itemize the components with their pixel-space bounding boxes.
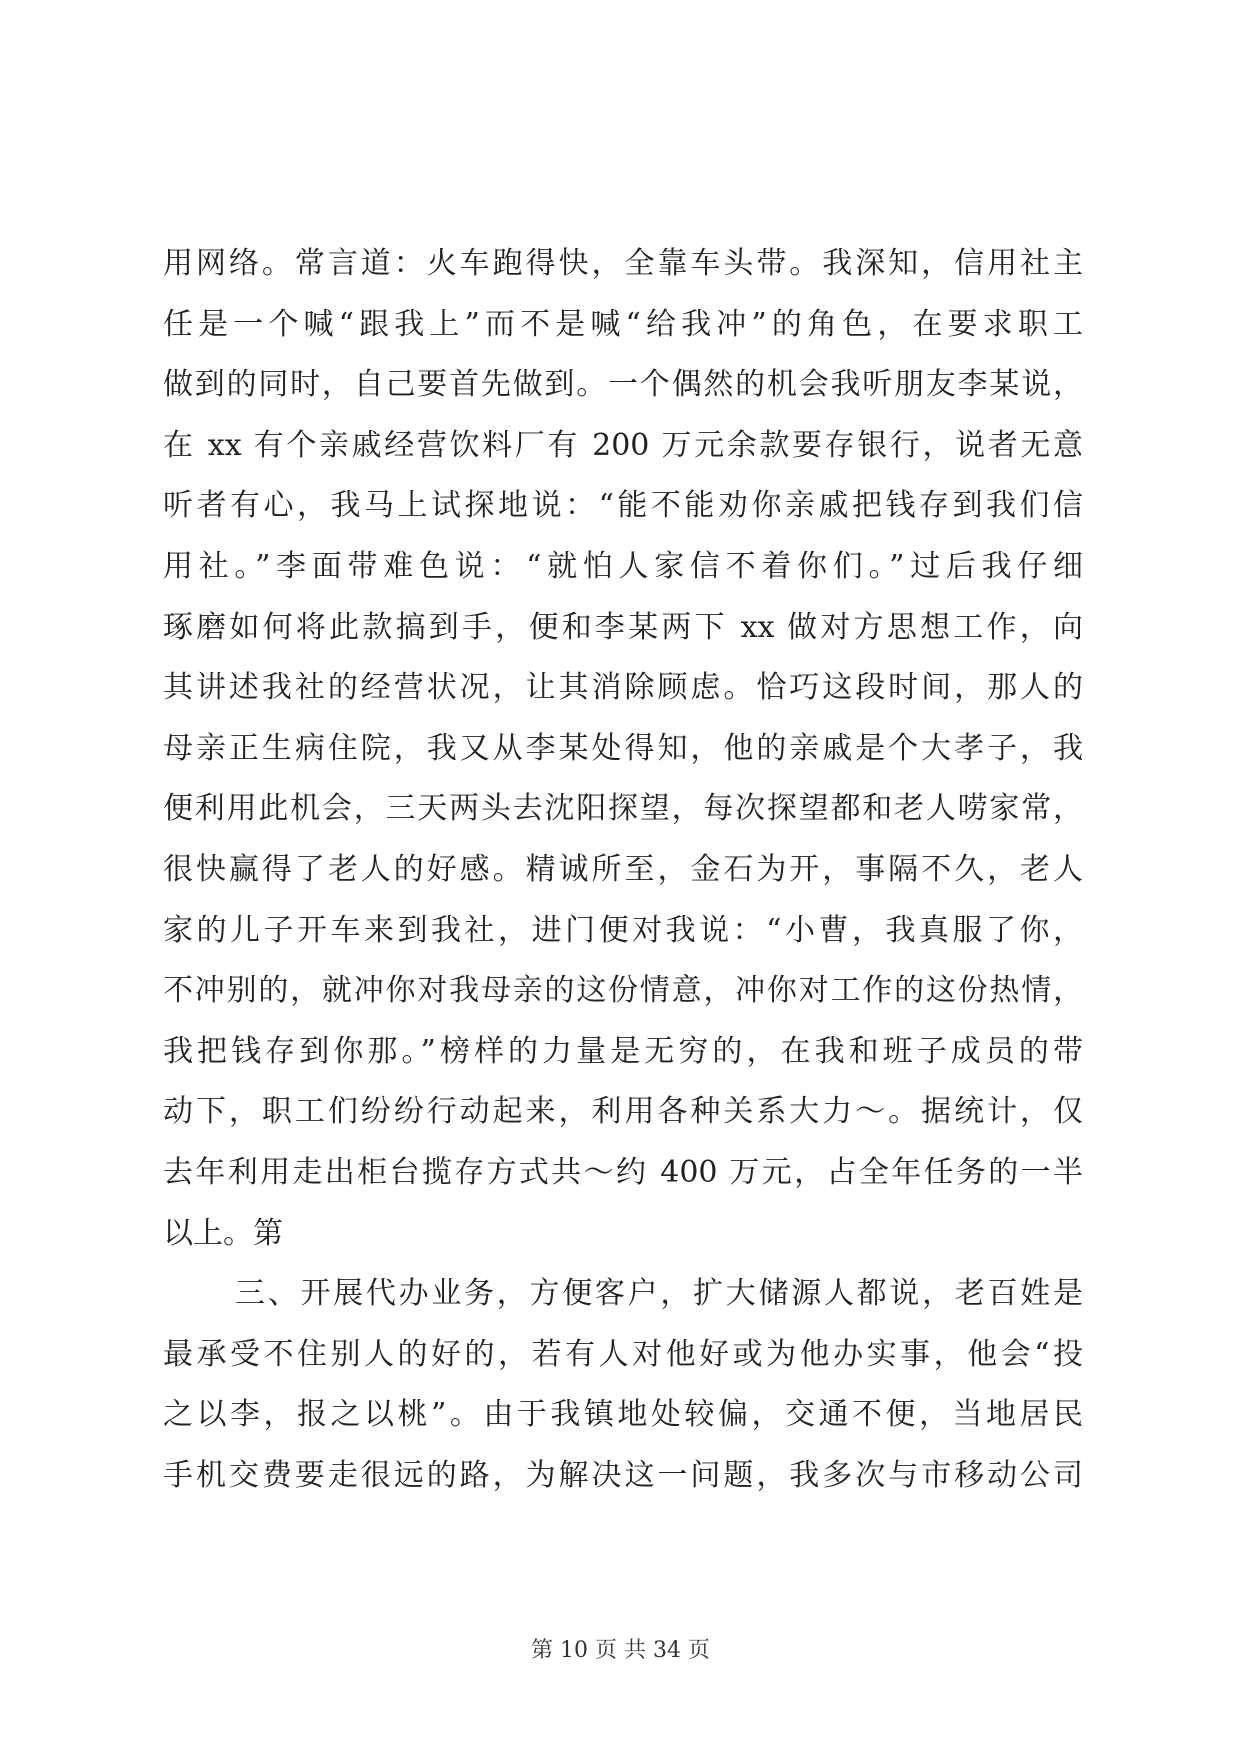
text-line: 做到的同时，自己要首先做到。一个偶然的机会我听朋友李某说，	[163, 367, 1083, 403]
text-line: 在 xx 有个亲戚经营饮料厂有 200 万元余款要存银行，说者无意	[163, 427, 1083, 463]
text-line: 最承受不住别人的好的，若有人对他好或为他办实事，他会“投	[163, 1336, 1083, 1372]
text-line: 不冲别的，就冲你对我母亲的这份情意，冲你对工作的这份热情，	[163, 973, 1083, 1009]
page-number-footer: 第 10 页 共 34 页	[531, 1638, 710, 1663]
text-line: 动下，职工们纷纷行动起来，利用各种关系大力～。据统计，仅	[163, 1094, 1083, 1130]
text-line: 很快赢得了老人的好感。精诚所至，金石为开，事隔不久，老人	[163, 851, 1083, 887]
text-line: 琢磨如何将此款搞到手，便和李某两下 xx 做对方思想工作，向	[163, 609, 1083, 645]
text-line: 听者有心，我马上试探地说：“能不能劝你亲戚把钱存到我们信	[163, 488, 1083, 524]
text-line: 任是一个喊“跟我上”而不是喊“给我冲”的角色，在要求职工	[163, 306, 1083, 342]
document-body	[163, 234, 1083, 1506]
text-line: 我把钱存到你那。”榜样的力量是无穷的，在我和班子成员的带	[163, 1033, 1083, 1069]
text-line: 其讲述我社的经营状况，让其消除顾虑。恰巧这段时间，那人的	[163, 670, 1083, 706]
text-line: 去年利用走出柜台揽存方式共～约 400 万元，占全年任务的一半	[163, 1154, 1083, 1190]
text-line: 以上。第	[163, 1215, 283, 1251]
text-line: 用网络。常言道：火车跑得快，全靠车头带。我深知，信用社主	[163, 246, 1083, 281]
text-line: 母亲正生病住院，我又从李某处得知，他的亲戚是个大孝子，我	[163, 730, 1083, 766]
paragraph-heading-line: 三、开展代办业务，方便客户，扩大储源人都说，老百姓是	[235, 1276, 1083, 1312]
text-line: 之以李，报之以桃”。由于我镇地处较偏，交通不便，当地居民	[163, 1397, 1083, 1433]
text-line: 家的儿子开车来到我社，进门便对我说：“小曹，我真服了你，	[163, 912, 1083, 948]
text-line: 用社。”李面带难色说：“就怕人家信不着你们。”过后我仔细	[163, 548, 1083, 584]
text-line: 便利用此机会，三天两头去沈阳探望，每次探望都和老人唠家常，	[163, 791, 1083, 827]
text-line: 手机交费要走很远的路，为解决这一问题，我多次与市移动公司	[163, 1457, 1083, 1493]
